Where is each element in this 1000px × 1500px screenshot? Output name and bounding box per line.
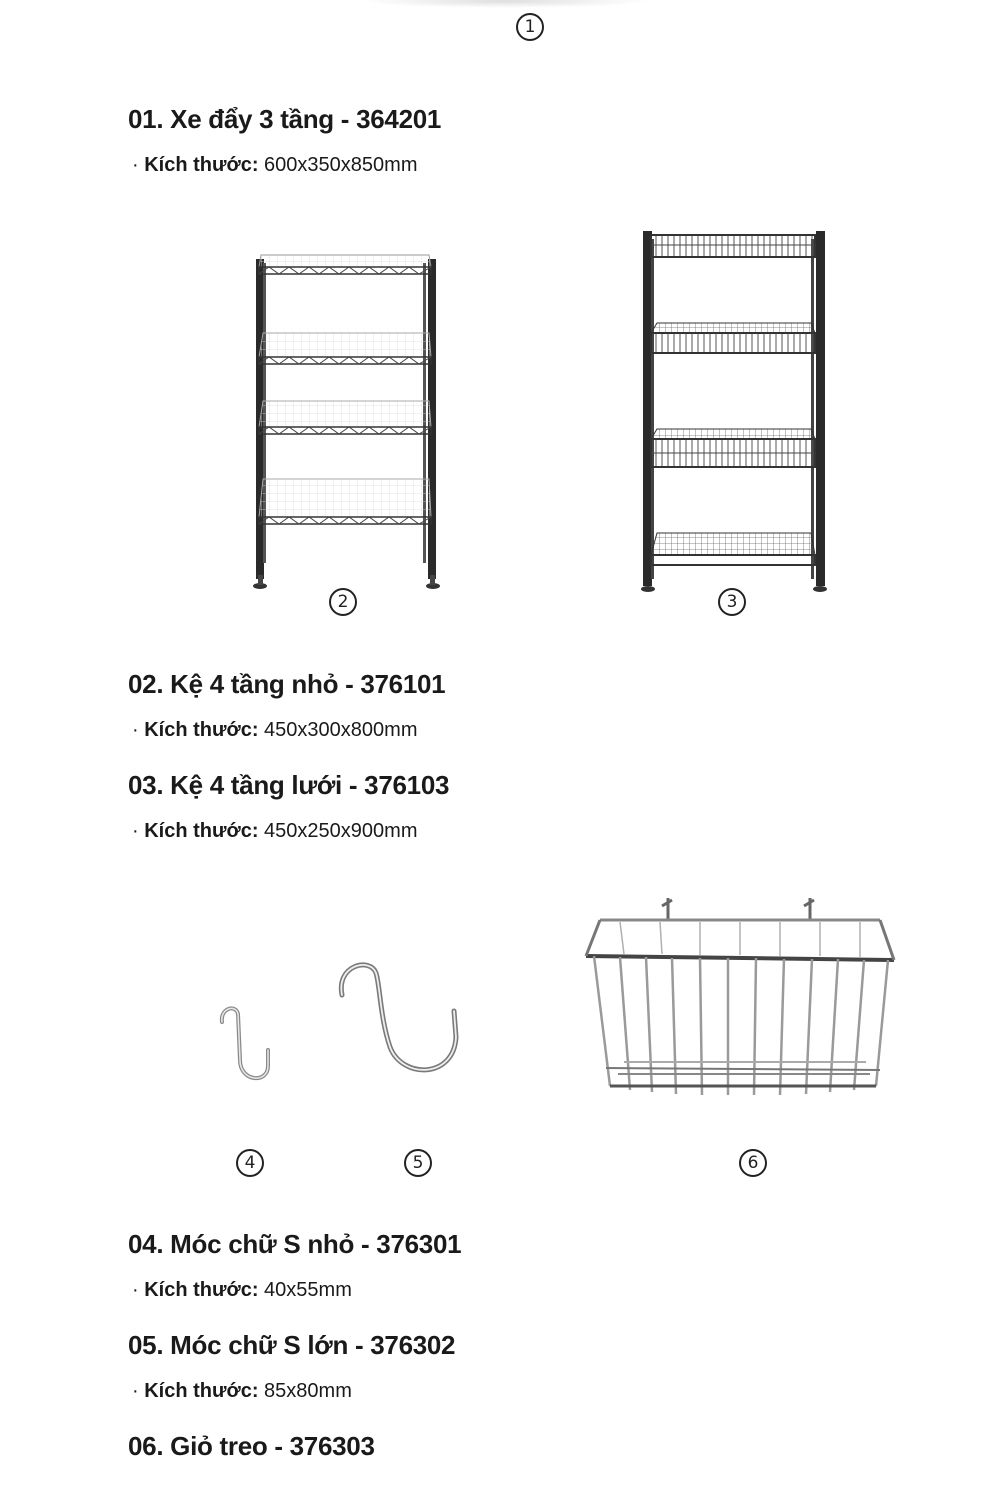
spec-value: 40x55mm (264, 1279, 352, 1301)
spec-label: Kích thước: (144, 1380, 259, 1402)
product-5-heading: 05. Móc chữ S lớn - 376302 (128, 1330, 456, 1360)
large-s-hook-image (330, 955, 470, 1085)
product-4-spec: · Kích thước: 40x55mm (132, 1279, 352, 1301)
product-6-heading: 06. Giỏ treo - 376303 (128, 1431, 375, 1461)
mesh-4-tier-shelf-image (635, 225, 835, 600)
small-4-tier-shelf-image (245, 245, 450, 595)
spec-value: 85x80mm (264, 1380, 352, 1402)
spec-label: Kích thước: (144, 820, 259, 842)
spec-label: Kích thước: (144, 154, 259, 176)
previous-image-shadow (360, 0, 650, 8)
badge-4: 4 (236, 1149, 264, 1177)
spec-label: Kích thước: (144, 719, 259, 741)
product-1-spec: · Kích thước: 600x350x850mm (132, 154, 418, 176)
spec-label: Kích thước: (144, 1279, 259, 1301)
badge-1: 1 (516, 13, 544, 41)
spec-value: 450x250x900mm (264, 820, 418, 842)
small-s-hook-image (210, 1000, 280, 1090)
product-3-heading: 03. Kệ 4 tầng lưới - 376103 (128, 770, 450, 800)
spec-value: 600x350x850mm (264, 154, 418, 176)
product-4-heading: 04. Móc chữ S nhỏ - 376301 (128, 1229, 462, 1259)
badge-6: 6 (739, 1149, 767, 1177)
badge-5: 5 (404, 1149, 432, 1177)
product-3-spec: · Kích thước: 450x250x900mm (132, 820, 418, 842)
product-2-heading: 02. Kệ 4 tầng nhỏ - 376101 (128, 669, 446, 699)
product-2-spec: · Kích thước: 450x300x800mm (132, 719, 418, 741)
spec-value: 450x300x800mm (264, 719, 418, 741)
product-1-heading: 01. Xe đẩy 3 tầng - 364201 (128, 104, 442, 134)
badge-2: 2 (329, 588, 357, 616)
badge-3: 3 (718, 588, 746, 616)
hanging-basket-image (580, 890, 900, 1110)
product-5-spec: · Kích thước: 85x80mm (132, 1380, 352, 1402)
